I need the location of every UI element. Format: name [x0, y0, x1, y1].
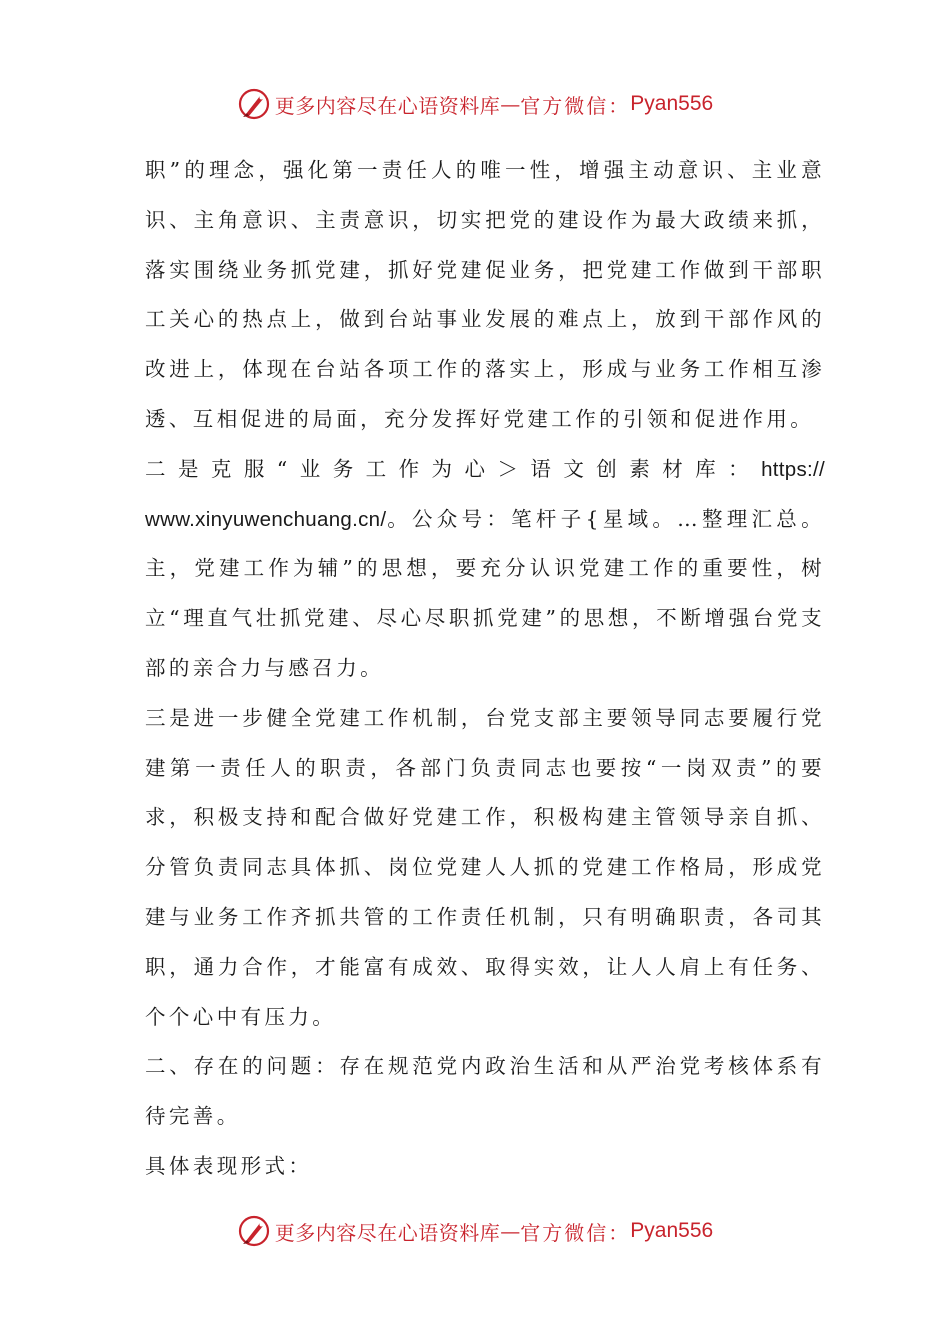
- banner-wechat-id: Pyan556: [630, 1219, 714, 1242]
- paragraph-2-rest: 。公众号：笔杆子{星域。…整理汇总。主，党建工作为辅”的思想，要充分认识党建工作的重要性，树立“理直气壮抓党建、尽心尽职抓党建”的思想，不断增强台党支部的亲合力与感召力。: [145, 506, 825, 680]
- paragraph-2-line-1: [145, 445, 825, 495]
- banner-separator: —: [500, 1219, 521, 1243]
- paragraph-3: 三是进一步健全党建工作机制，台党支部主要领导同志要履行党建第一责任人的职责，各部门负责同志也要按“一岗双责”的要求，积极支持和配合做好党建工作，积极构建主管领导亲自抓、分管负责同志具体抓、岗位党建人人抓的党建工作格局，形成党建与业务工作齐抓共管的工作责任机制，只有明确职责，各司其职，通力合作，才能富有成效、取得实效，让人人肩上有任务、个个心中有压力。: [145, 705, 825, 1029]
- paragraph-5: 具体表现形式：: [145, 1153, 313, 1178]
- banner-label: 官方微信：: [520, 93, 631, 118]
- banner-separator: —: [500, 92, 521, 116]
- banner-label: 官方微信：: [520, 1220, 631, 1245]
- document-body: [145, 146, 825, 1192]
- url-part-2: www.xinyuwenchuang.cn/: [145, 507, 387, 531]
- paragraph-2-lead: 二是克服“业务工作为心＞语文创素材库：: [145, 456, 762, 481]
- pen-logo-icon: [237, 1214, 271, 1248]
- header-banner: [0, 80, 950, 128]
- paragraph-2-continued: [145, 495, 825, 694]
- paragraph-4: 二、存在的问题：存在规范党内政治生活和从严治党考核体系有待完善。: [145, 1054, 825, 1129]
- banner-wechat-id: Pyan556: [630, 92, 714, 115]
- pen-logo-icon: [237, 87, 271, 121]
- banner-brand: 更多内容尽在心语资料库: [274, 93, 501, 118]
- url-part-1: https://: [761, 457, 825, 481]
- banner-brand: 更多内容尽在心语资料库: [274, 1220, 501, 1245]
- paragraph-1: 职”的理念，强化第一责任人的唯一性，增强主动意识、主业意识、主角意识、主责意识，切实把党的建设作为最大政绩来抓，落实围绕业务抓党建，抓好党建促业务，把党建工作做到干部职工关心的热点上，做到台站事业发展的难点上，放到干部作风的改进上，体现在台站各项工作的落实上，形成与业务工作相互渗透、互相促进的局面，充分发挥好党建工作的引领和促进作用。: [145, 158, 825, 431]
- footer-banner: [0, 1207, 950, 1255]
